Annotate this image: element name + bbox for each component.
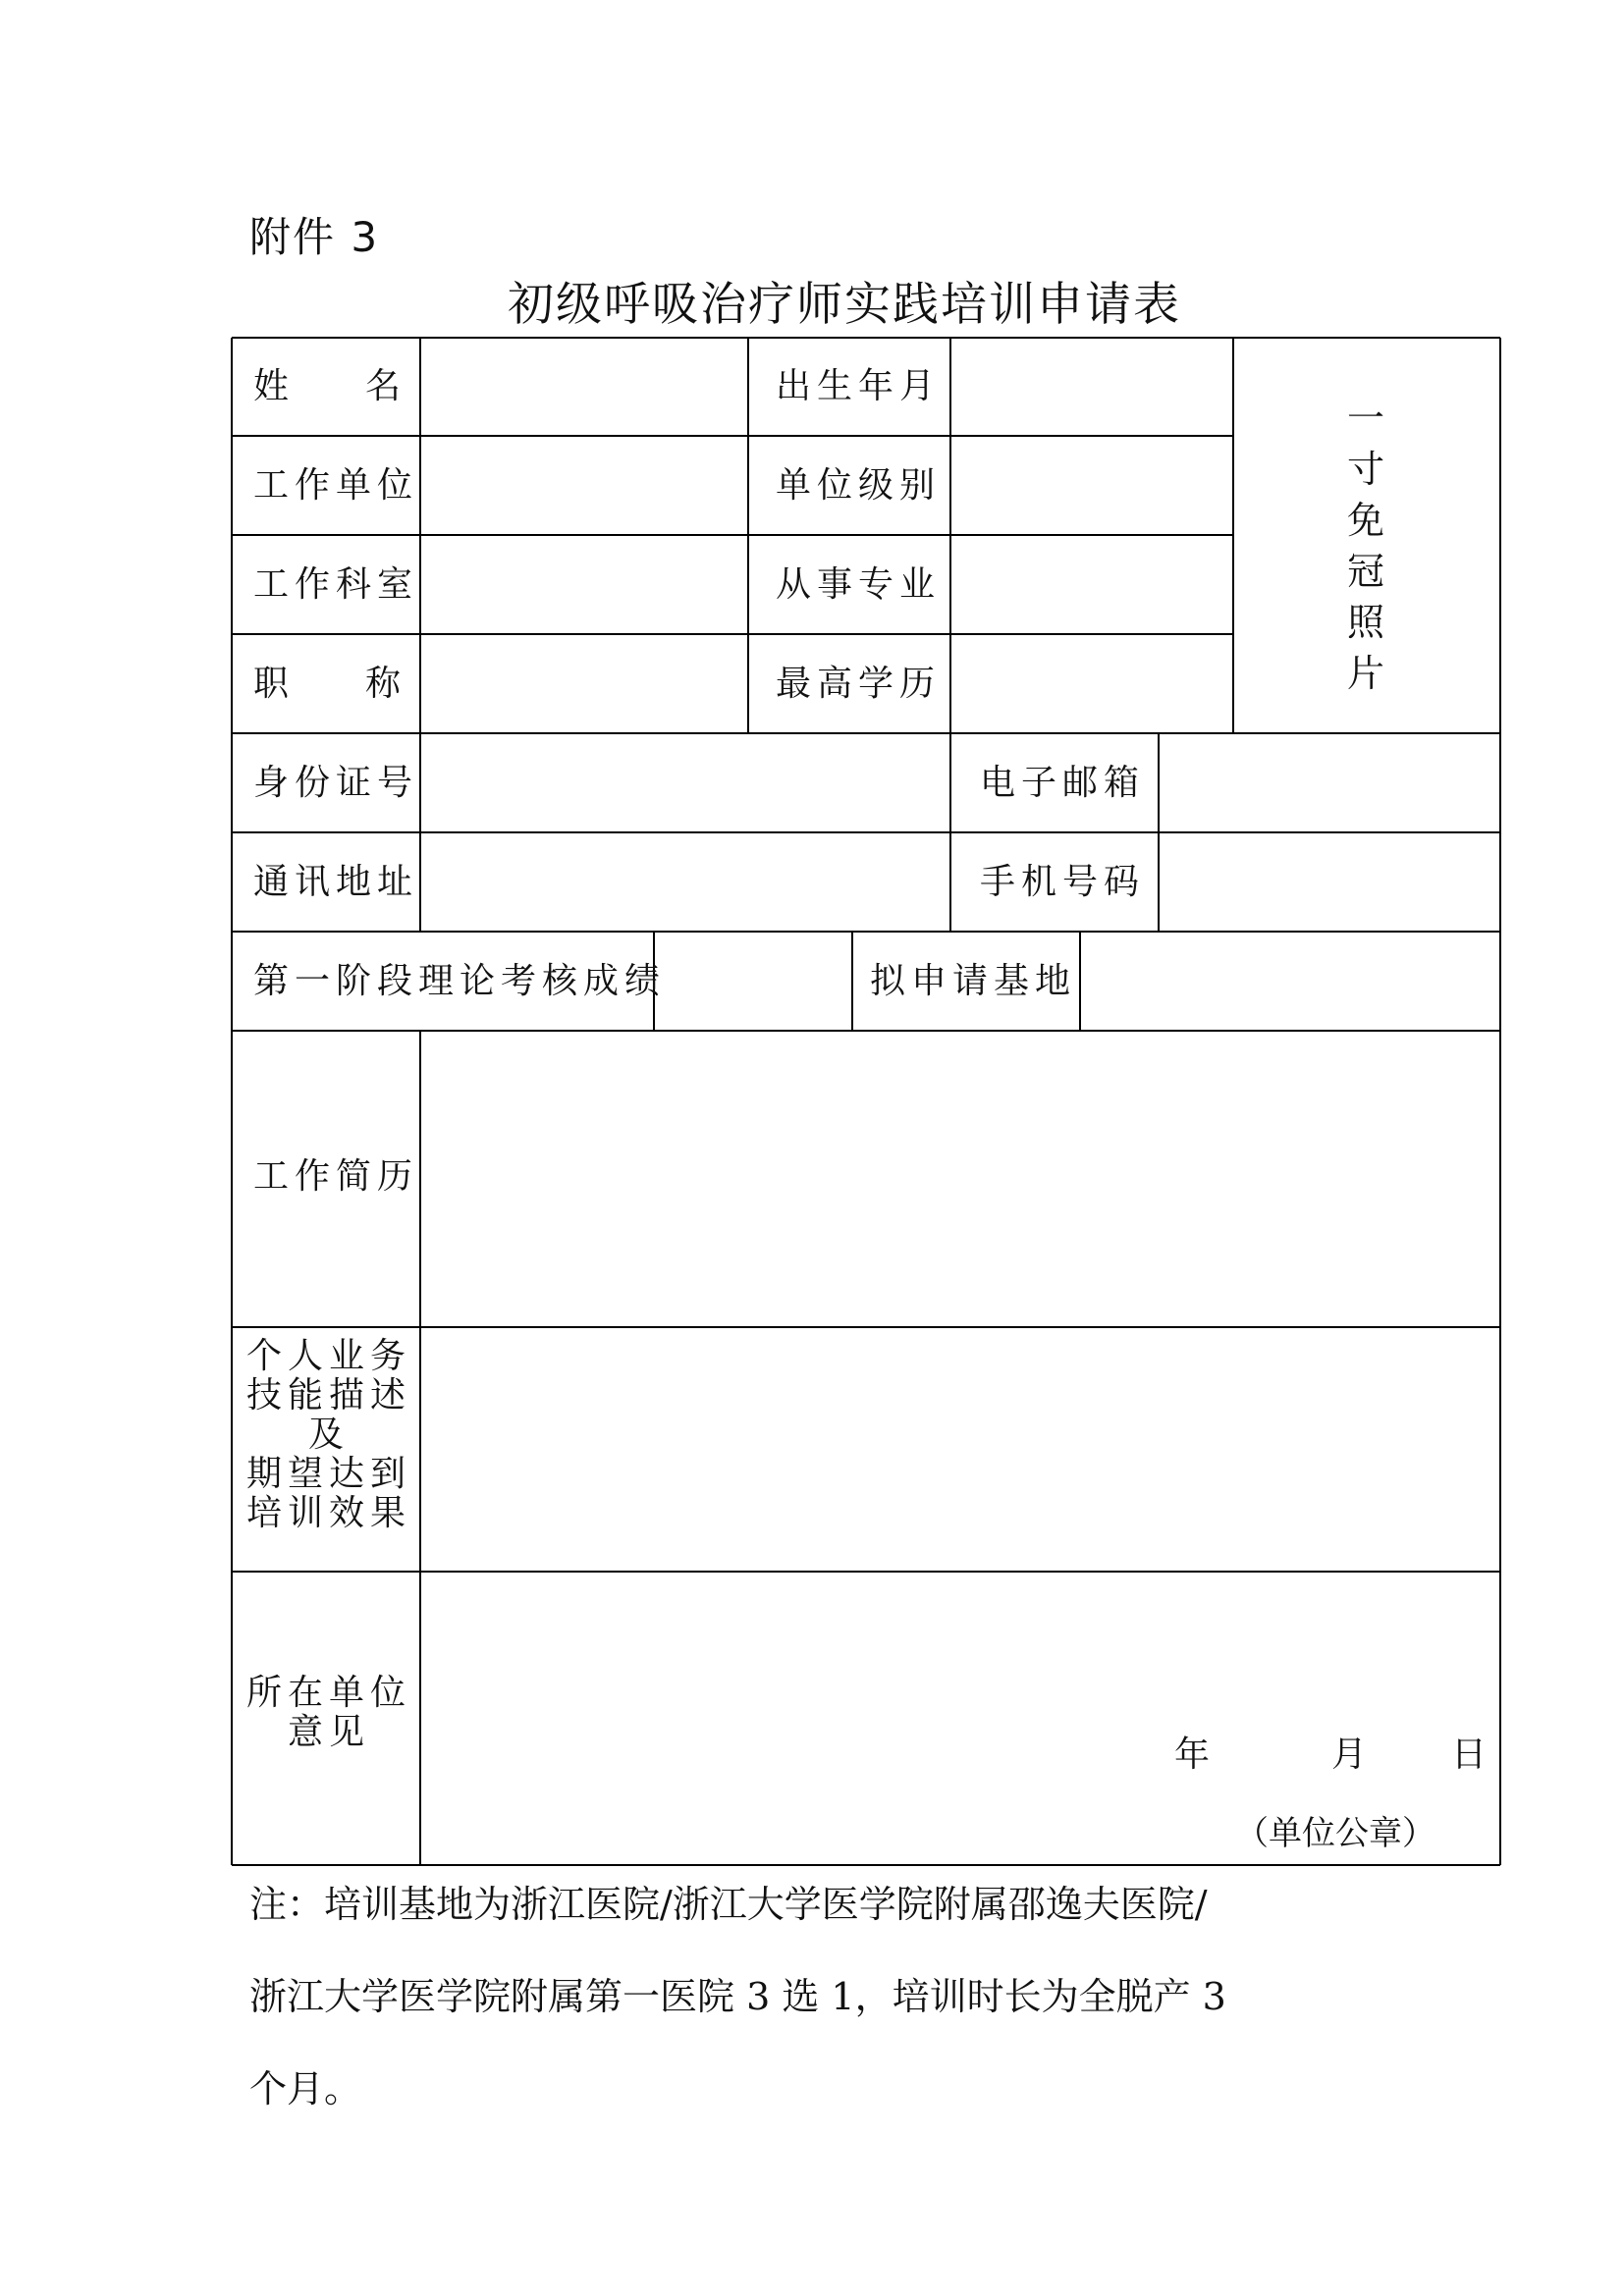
skills-label-line-2: 技能描述 [245,1375,411,1415]
id-number-field[interactable] [422,735,948,830]
phone-label: 手机号码 [980,862,1146,902]
base-label: 拟申请基地 [870,961,1077,1001]
id-number-label: 身份证号 [253,763,419,803]
job-title-field[interactable] [422,636,746,731]
score-label: 第一阶段理论考核成绩 [253,961,667,1001]
email-label: 电子邮箱 [980,763,1146,803]
specialty-label: 从事专业 [776,564,942,605]
name-label [253,363,401,410]
unit-level-field[interactable] [952,438,1231,533]
unit-level-label: 单位级别 [776,465,942,506]
unit-seal: （单位公章） [1235,1814,1435,1853]
work-unit-label: 工作单位 [253,465,419,506]
opinion-label-line-1: 所在单位 [245,1673,411,1713]
skills-label [245,1337,412,1533]
birth-field[interactable] [952,340,1231,434]
specialty-field[interactable] [952,537,1231,632]
resume-field[interactable] [422,1033,1498,1325]
name-label-part-2: 名 [364,366,401,406]
attachment-label: 附件 3 [249,213,380,261]
note-line-2: 浙江大学医学院附属第一医院 3 选 1，培训时长为全脱产 3 [249,1975,1226,2018]
phone-field[interactable] [1161,834,1498,930]
name-field[interactable] [422,340,746,434]
birth-label: 出生年月 [776,366,942,406]
skills-label-line-4: 期望达到 [245,1454,411,1494]
skills-label-line-5: 培训效果 [245,1493,411,1533]
email-field[interactable] [1161,735,1498,830]
job-title-label-part-2: 称 [364,664,401,704]
note-line-3: 个月。 [249,2067,362,2110]
form-title: 初级呼吸治疗师实践培训申请表 [508,278,1181,332]
skills-field[interactable] [422,1329,1498,1570]
opinion-label-line-2: 意见 [287,1712,370,1752]
education-label: 最高学历 [776,664,942,704]
date-year: 年 [1174,1735,1211,1775]
photo-placeholder: 一寸免冠照片 [1346,397,1384,695]
address-field[interactable] [422,834,948,930]
skills-label-line-3: 及 [307,1415,350,1455]
score-field[interactable] [656,934,850,1029]
opinion-label [245,1674,412,1752]
job-title-label [253,661,401,708]
skills-label-line-1: 个人业务 [245,1336,411,1376]
address-label: 通讯地址 [253,862,419,902]
name-label-part-1: 姓 [253,366,290,406]
education-field[interactable] [952,636,1231,731]
base-field[interactable] [1082,934,1498,1029]
department-label: 工作科室 [253,564,419,605]
work-unit-field[interactable] [422,438,746,533]
date-month: 月 [1331,1735,1368,1775]
note-line-1: 注：培训基地为浙江医院/浙江大学医学院附属邵逸夫医院/ [249,1883,1208,1926]
department-field[interactable] [422,537,746,632]
date-day: 日 [1451,1735,1488,1775]
resume-label: 工作简历 [253,1156,419,1197]
job-title-label-part-1: 职 [253,664,290,704]
